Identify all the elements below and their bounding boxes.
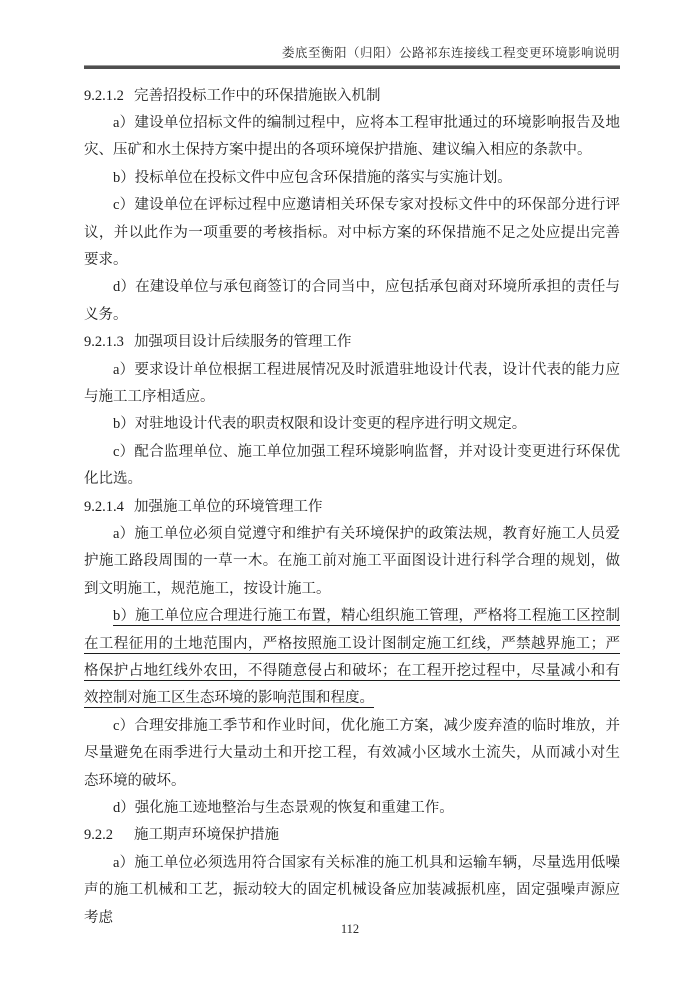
paragraph-underlined: b）施工单位应合理进行施工布置，精心组织施工管理，严格将工程施工区控制在工程征用的土地范围内，严格按照施工设计图制定施工红线，严禁越界施工；严格保护占地红线外农田，不得随意侵占和破坏；在工程开挖过程中，尽量减小和有效控制对施工区生态环境的影响范围和程度。 bbox=[84, 608, 620, 707]
paragraph: a）施工单位必须选用符合国家有关标准的施工机具和运输车辆，尽量选用低噪声的施工机械和工艺，振动较大的固定机械设备应加装减振机座，固定强噪声源应考虑 bbox=[84, 854, 620, 926]
paragraph: d）强化施工迹地整治与生态景观的恢复和重建工作。 bbox=[113, 800, 454, 817]
section-heading bbox=[84, 329, 620, 356]
section-title: 加强施工单位的环境管理工作 bbox=[134, 498, 323, 515]
section-number: 9.2.2 bbox=[84, 827, 113, 844]
section-title: 完善招投标工作中的环保措施嵌入机制 bbox=[134, 87, 381, 104]
running-header: 娄底至衡阳（归阳）公路祁东连接线工程变更环境影响说明 bbox=[281, 46, 620, 60]
section-heading bbox=[84, 494, 620, 521]
paragraph: a）建设单位招标文件的编制过程中，应将本工程审批通过的环境影响报告及地灾、压矿和水土保持方案中提出的各项环境保护措施、建议编入相应的条款中。 bbox=[84, 114, 620, 159]
header-rule bbox=[84, 65, 620, 69]
page-content bbox=[84, 44, 620, 932]
document-body bbox=[84, 83, 620, 933]
page-number: 112 bbox=[340, 922, 360, 936]
section-heading bbox=[84, 822, 620, 849]
section-number: 9.2.1.3 bbox=[84, 334, 124, 351]
paragraph: d）在建设单位与承包商签订的合同当中，应包括承包商对环境所承担的责任与义务。 bbox=[84, 279, 620, 323]
paragraph: c）合理安排施工季节和作业时间，优化施工方案，减少废弃渣的临时堆放，并尽量避免在雨季进行大量动土和开挖工程，有效减小区域水土流失，从而减小对生态环境的破坏。 bbox=[84, 717, 620, 789]
section-title: 加强项目设计后续服务的管理工作 bbox=[134, 334, 352, 351]
paragraph: c）建设单位在评标过程中应邀请相关环保专家对投标文件中的环保部分进行评议，并以此作为一项重要的考核指标。对中标方案的环保措施不足之处应提出完善要求。 bbox=[84, 197, 620, 268]
paragraph: b）对驻地设计代表的职责权限和设计变更的程序进行明文规定。 bbox=[113, 416, 527, 433]
paragraph: a）要求设计单位根据工程进展情况及时派遣驻地设计代表，设计代表的能力应与施工工序相适应。 bbox=[84, 361, 620, 405]
section-title: 施工期声环境保护措施 bbox=[134, 827, 279, 844]
section-heading bbox=[84, 83, 620, 110]
paragraph: b）投标单位在投标文件中应包含环保措施的落实与实施计划。 bbox=[113, 169, 512, 186]
paragraph: a）施工单位必须自觉遵守和维护有关环境保护的政策法规，教育好施工人员爱护施工路段周围的一草一木。在施工前对施工平面图设计进行科学合理的规划，做到文明施工，规范施工，按设计施工。 bbox=[84, 526, 620, 597]
section-number: 9.2.1.4 bbox=[84, 498, 124, 515]
section-number: 9.2.1.2 bbox=[84, 87, 124, 104]
paragraph: c）配合监理单位、施工单位加强工程环境影响监督，并对设计变更进行环保优化比选。 bbox=[84, 443, 620, 488]
